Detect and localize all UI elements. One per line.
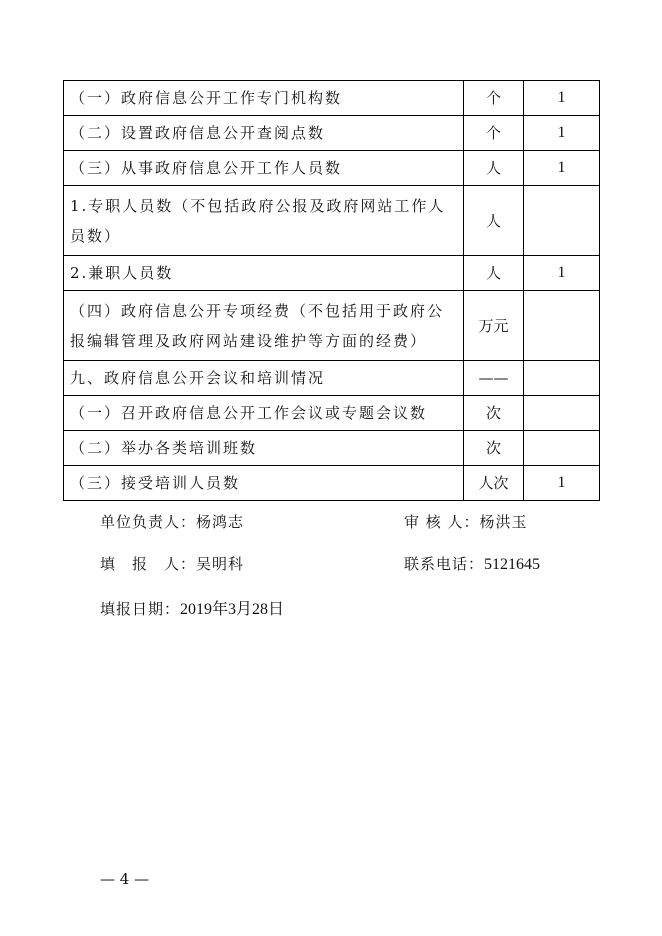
row-item: （三）接受培训人员数 [64, 466, 464, 501]
row-value [524, 361, 600, 396]
row-unit: 人 [464, 256, 524, 291]
row-item: （二）设置政府信息公开查阅点数 [64, 116, 464, 151]
page-number: — 4 — [100, 870, 150, 888]
row-item: （三）从事政府信息公开工作人员数 [64, 151, 464, 186]
row-unit: 万元 [464, 291, 524, 361]
table-row [64, 81, 600, 116]
reviewer-line [404, 511, 528, 532]
row-value: 1 [524, 116, 600, 151]
row-unit: —— [464, 361, 524, 396]
row-unit: 人 [464, 186, 524, 256]
row-value [524, 396, 600, 431]
row-unit: 个 [464, 81, 524, 116]
row-item: 九、政府信息公开会议和培训情况 [64, 361, 464, 396]
table-row [64, 151, 600, 186]
row-item: （一）政府信息公开工作专门机构数 [64, 81, 464, 116]
table-row [64, 116, 600, 151]
row-item: （四）政府信息公开专项经费（不包括用于政府公报编辑管理及政府网站建设维护等方面的经费） [64, 291, 464, 361]
filler-line [100, 553, 244, 574]
row-item: （二）举办各类培训班数 [64, 431, 464, 466]
row-unit: 次 [464, 431, 524, 466]
phone-value: 5121645 [484, 556, 541, 573]
row-item: 2.兼职人员数 [64, 256, 464, 291]
reviewer-name: 杨洪玉 [479, 513, 528, 531]
unit-head-name: 杨鸿志 [196, 513, 245, 531]
row-value: 1 [524, 151, 600, 186]
row-value [524, 186, 600, 256]
filler-label: 填 报 人： [100, 555, 197, 573]
table-row [64, 256, 600, 291]
row-value: 1 [524, 256, 600, 291]
row-value: 1 [524, 81, 600, 116]
row-value [524, 431, 600, 466]
table-row [64, 186, 600, 256]
date-label: 填报日期： [100, 600, 181, 618]
table-row [64, 361, 600, 396]
table-row [64, 291, 600, 361]
date-line [100, 596, 284, 619]
row-unit: 人次 [464, 466, 524, 501]
reviewer-label: 审 核 人： [404, 513, 480, 531]
phone-label: 联系电话： [404, 555, 485, 573]
unit-head-line [100, 511, 244, 532]
row-unit: 人 [464, 151, 524, 186]
row-item: （一）召开政府信息公开工作会议或专题会议数 [64, 396, 464, 431]
statistics-table [63, 80, 600, 501]
date-value: 2019年3月28日 [180, 601, 285, 618]
row-value: 1 [524, 466, 600, 501]
row-unit: 次 [464, 396, 524, 431]
filler-name: 吴明科 [196, 555, 245, 573]
table-row [64, 466, 600, 501]
row-item: 1.专职人员数（不包括政府公报及政府网站工作人员数） [64, 186, 464, 256]
row-value [524, 291, 600, 361]
row-unit: 个 [464, 116, 524, 151]
phone-line [404, 553, 540, 574]
table-row [64, 396, 600, 431]
table-row [64, 431, 600, 466]
unit-head-label: 单位负责人： [100, 513, 197, 531]
